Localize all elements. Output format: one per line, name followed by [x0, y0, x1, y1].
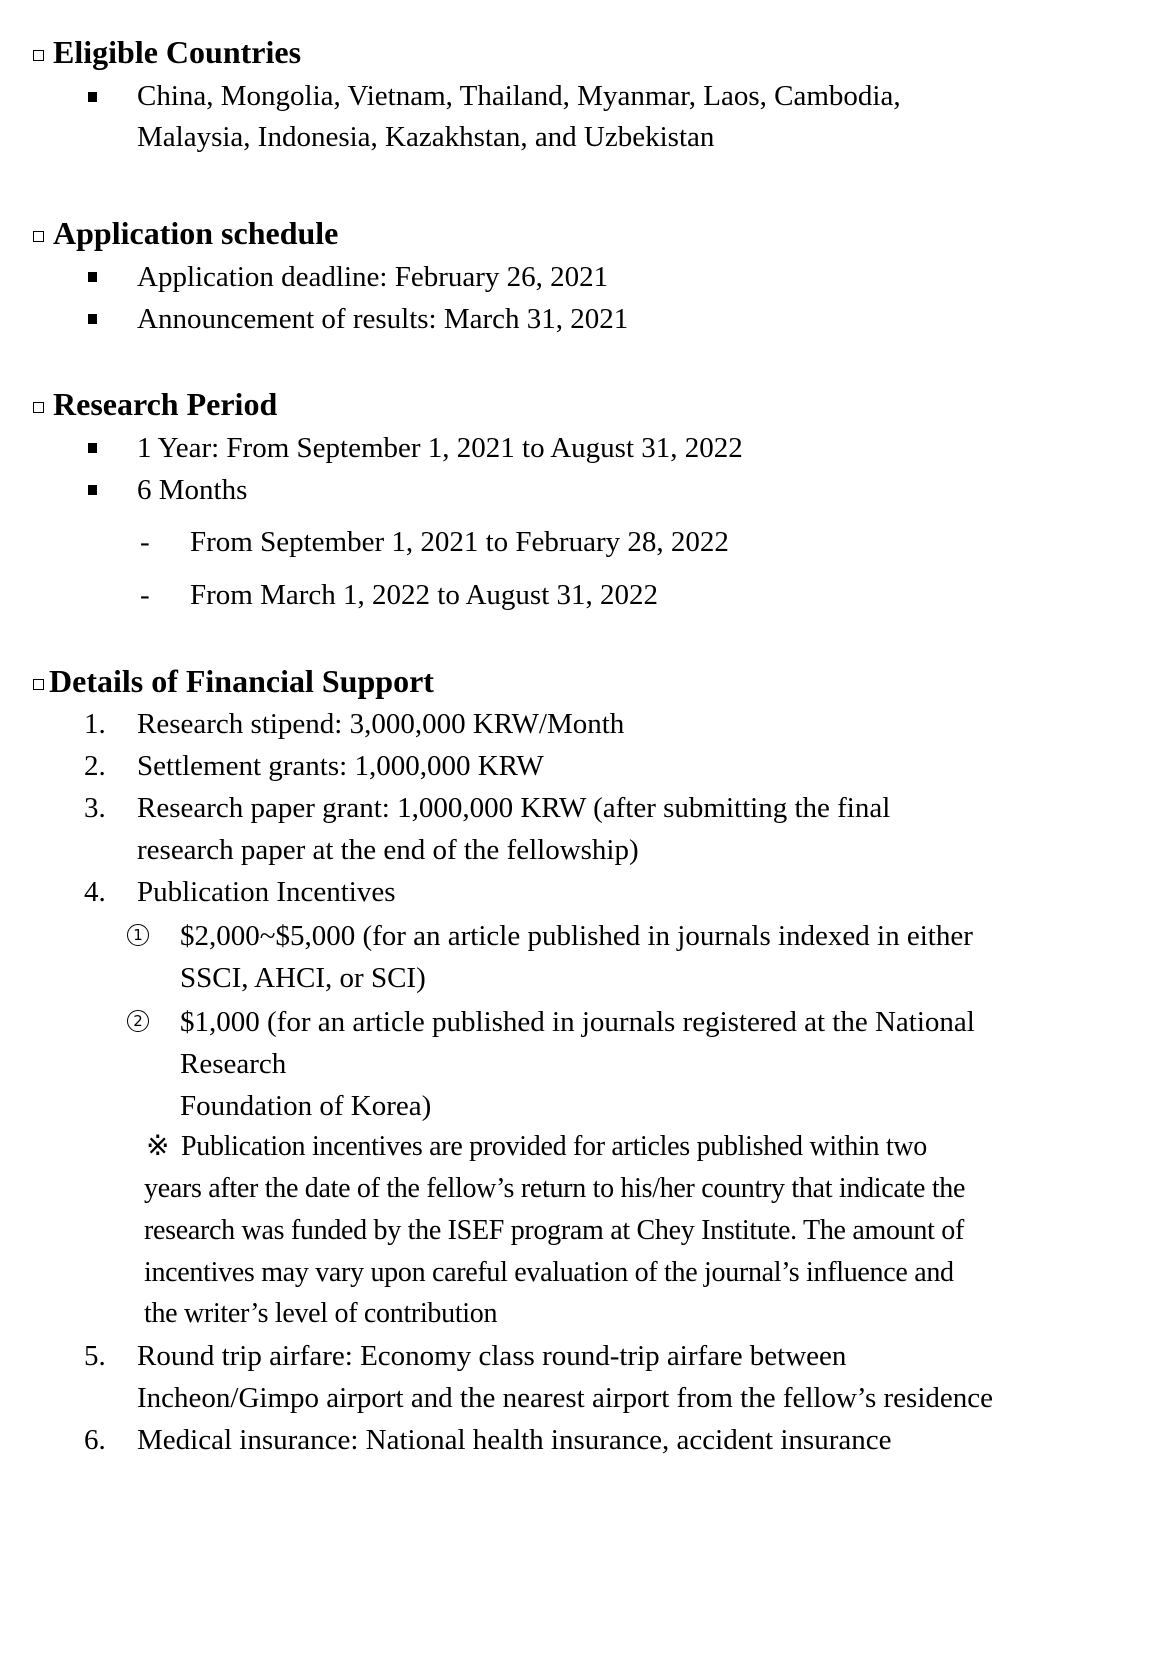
incentive-text-continued: Research	[180, 1048, 287, 1080]
circled-number-icon: 2	[127, 1010, 149, 1032]
incentive-text: $1,000 (for an article published in journals registered at the National	[180, 1006, 975, 1038]
square-bullet-icon	[88, 92, 97, 102]
list-item-text: Announcement of results: March 31, 2021	[137, 303, 629, 335]
section-heading-research-period	[33, 384, 277, 424]
list-item-text: Settlement grants: 1,000,000 KRW	[137, 750, 544, 782]
list-item-text: Research paper grant: 1,000,000 KRW (after submitting the final	[137, 792, 891, 824]
dash-bullet: -	[140, 526, 150, 558]
checkbox-square-icon	[33, 402, 44, 413]
list-item-text: China, Mongolia, Vietnam, Thailand, Myanmar, Laos, Cambodia,	[137, 80, 901, 112]
list-number: 4.	[84, 876, 106, 908]
list-item-text: 6 Months	[137, 474, 248, 506]
square-bullet-icon	[88, 443, 97, 453]
incentive-text: $2,000~$5,000 (for an article published in journals indexed in either	[180, 920, 973, 952]
checkbox-square-icon	[33, 50, 44, 61]
circled-number-icon: 1	[127, 924, 149, 946]
note-text: years after the date of the fellow’s return to his/her country that indicate the	[144, 1173, 966, 1204]
section-heading-application-schedule	[33, 213, 338, 253]
sub-list-item-text: From March 1, 2022 to August 31, 2022	[190, 579, 659, 611]
list-item-text: 1 Year: From September 1, 2021 to August 31, 2022	[137, 432, 743, 464]
note-text: research was funded by the ISEF program at Chey Institute. The amount of	[144, 1215, 965, 1246]
incentive-text-continued: Foundation of Korea)	[180, 1090, 432, 1122]
list-number: 1.	[84, 708, 106, 740]
list-item-text: Round trip airfare: Economy class round-trip airfare between	[137, 1340, 847, 1372]
note-text: Publication incentives are provided for articles published within two	[181, 1131, 928, 1162]
list-number: 5.	[84, 1340, 106, 1372]
note-text: the writer’s level of contribution	[144, 1298, 498, 1329]
list-item-text: Medical insurance: National health insurance, accident insurance	[137, 1424, 892, 1456]
list-item-text: Research stipend: 3,000,000 KRW/Month	[137, 708, 625, 740]
list-item-text-continued: Malaysia, Indonesia, Kazakhstan, and Uzbekistan	[137, 121, 715, 153]
sub-list-item-text: From September 1, 2021 to February 28, 2022	[190, 526, 729, 558]
square-bullet-icon	[88, 314, 97, 324]
incentive-text-continued: SSCI, AHCI, or SCI)	[180, 962, 426, 994]
dash-bullet: -	[140, 579, 150, 611]
list-number: 6.	[84, 1424, 106, 1456]
heading-text: Details of Financial Support	[49, 663, 434, 699]
heading-text: Application schedule	[53, 215, 339, 251]
heading-text: Eligible Countries	[53, 34, 302, 70]
heading-text: Research Period	[53, 386, 278, 422]
note-text: incentives may vary upon careful evaluation of the journal’s influence and	[144, 1257, 954, 1288]
square-bullet-icon	[88, 485, 97, 495]
section-heading-financial-support	[33, 661, 434, 701]
list-number: 3.	[84, 792, 106, 824]
checkbox-square-icon	[33, 679, 44, 690]
list-item-text-continued: Incheon/Gimpo airport and the nearest airport from the fellow’s residence	[137, 1382, 993, 1414]
list-item-text: Application deadline: February 26, 2021	[137, 261, 609, 293]
section-heading-eligible-countries	[33, 32, 301, 72]
list-item-text-continued: research paper at the end of the fellowship)	[137, 834, 639, 866]
square-bullet-icon	[88, 272, 97, 282]
reference-mark-icon: ※	[146, 1131, 170, 1162]
list-number: 2.	[84, 750, 106, 782]
checkbox-square-icon	[33, 231, 44, 242]
list-item-text: Publication Incentives	[137, 876, 396, 908]
